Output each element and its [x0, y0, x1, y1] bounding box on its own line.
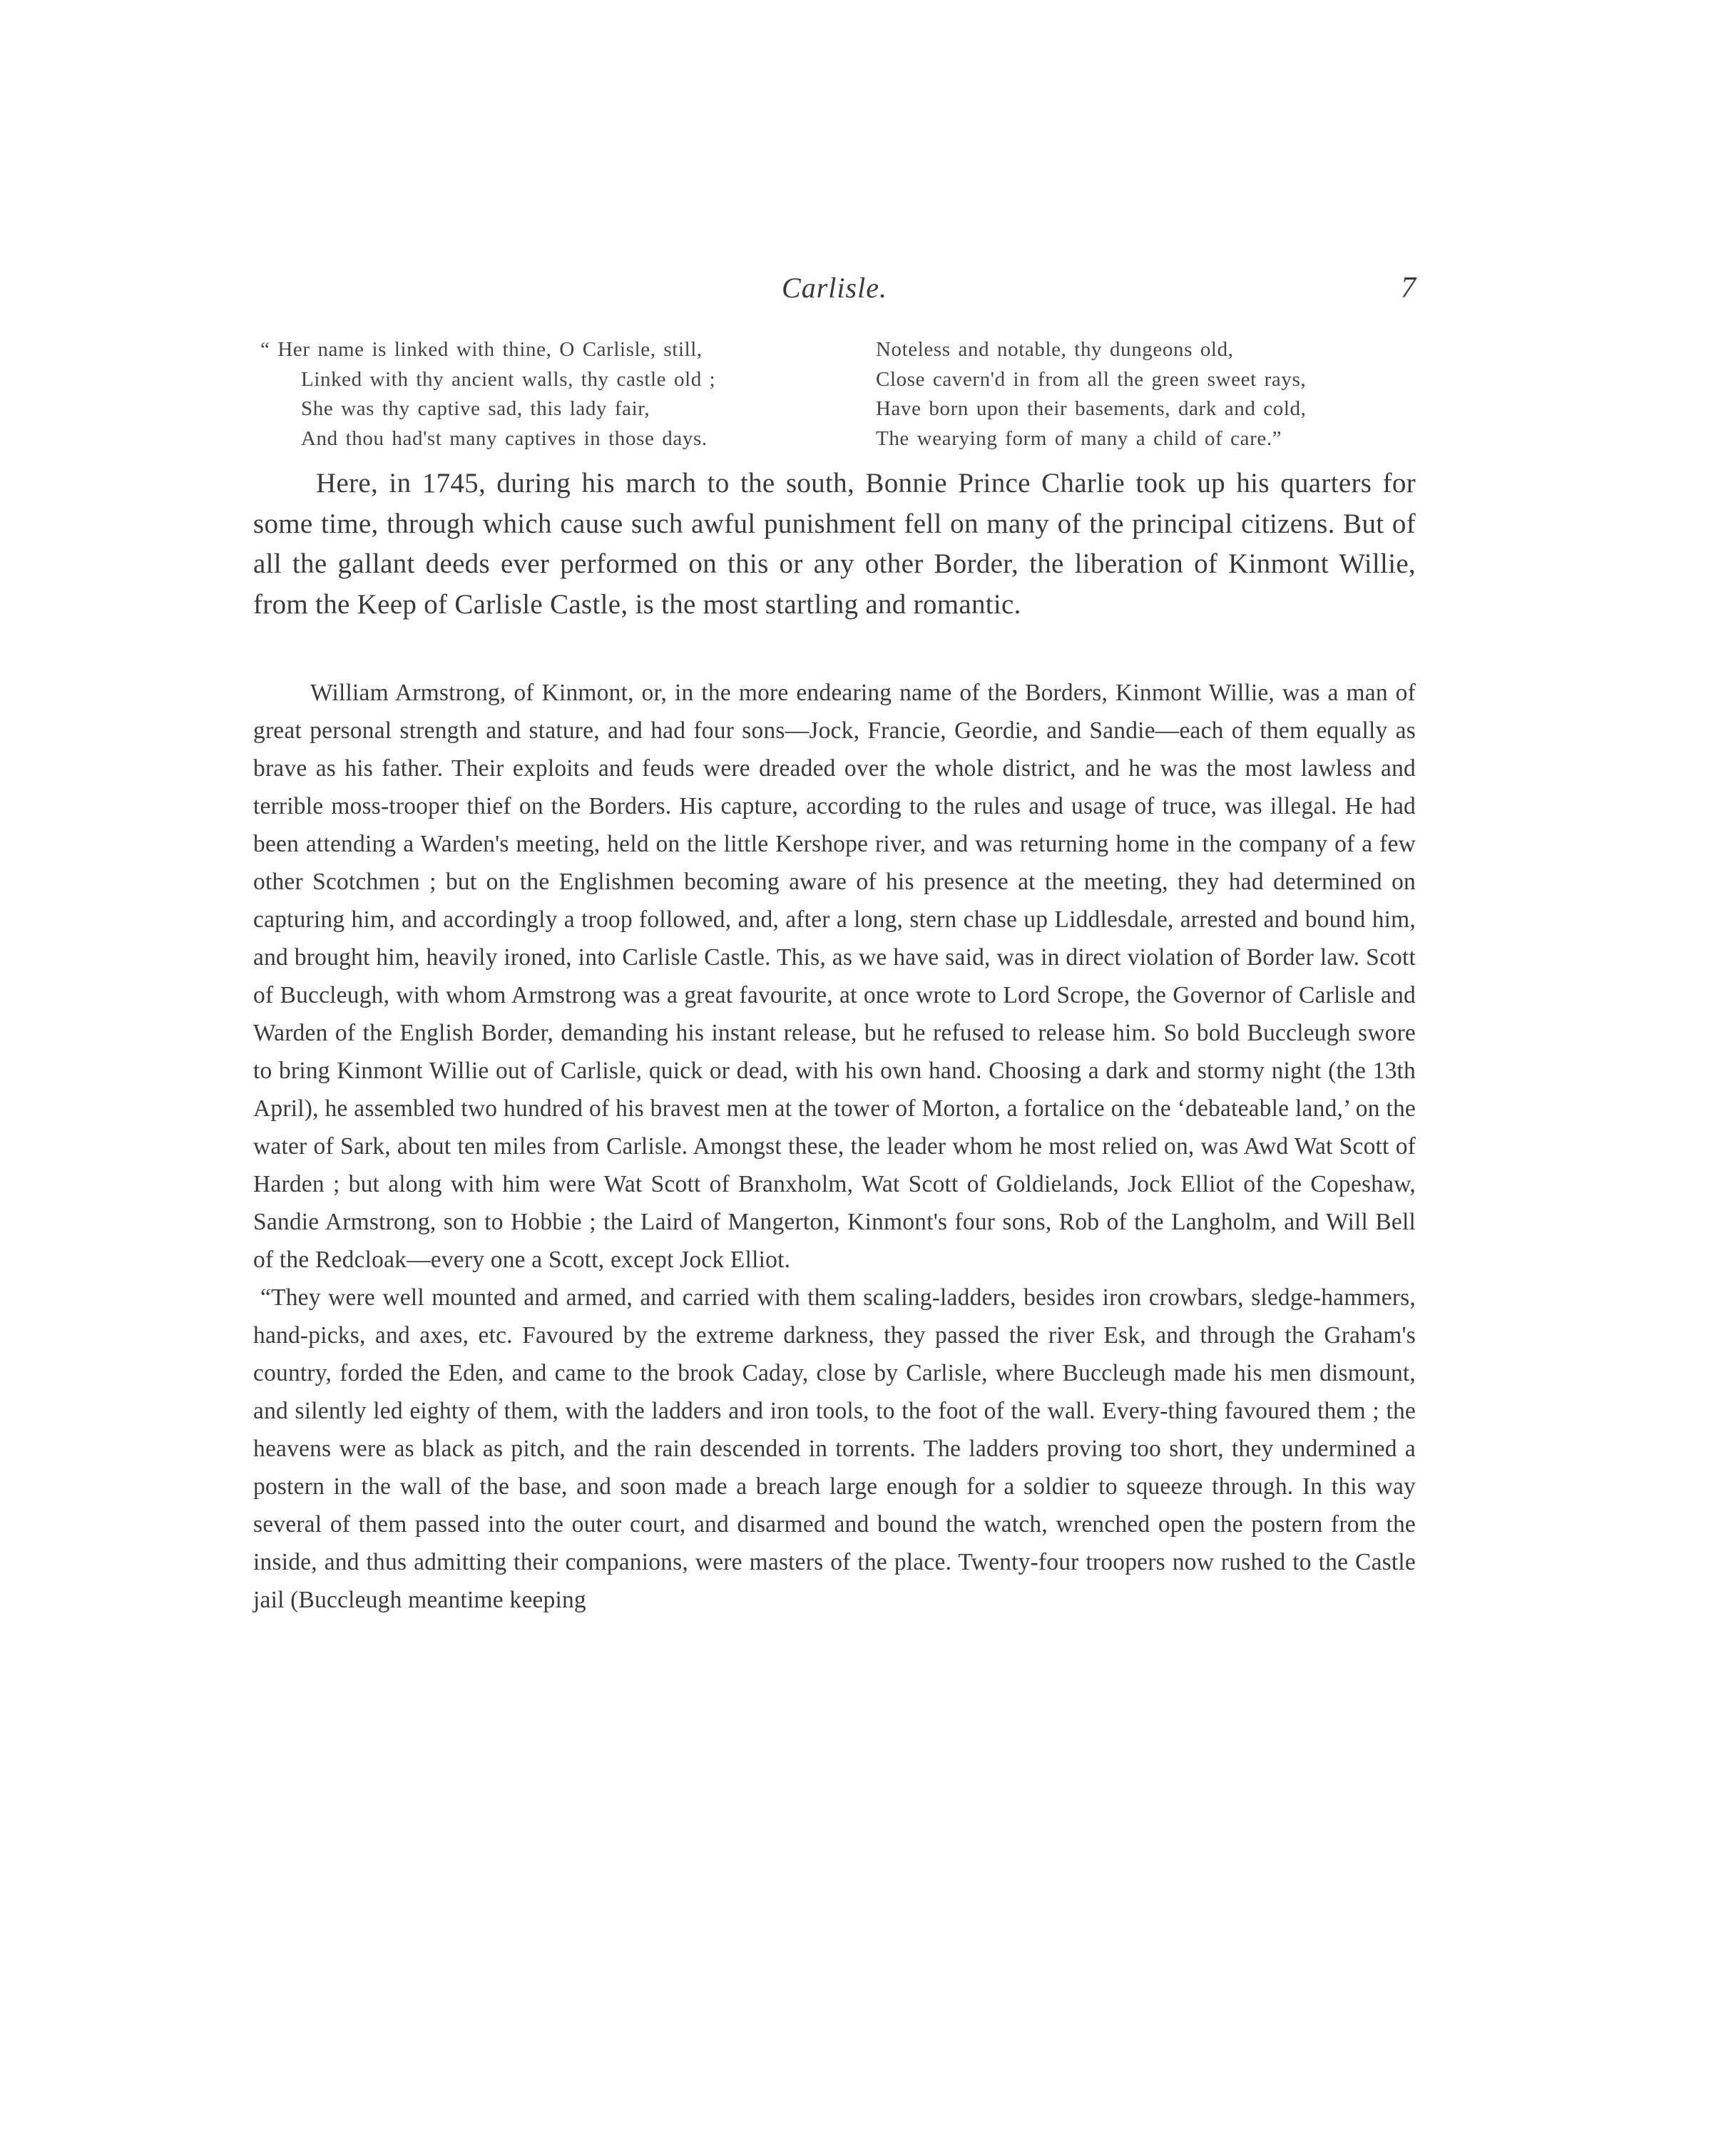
poem-line: The wearying form of many a child of care.” — [876, 426, 1282, 450]
poem-line: She was thy captive sad, this lady fair, — [301, 397, 650, 420]
page-number: 7 — [1401, 272, 1416, 305]
body-paragraph: William Armstrong, of Kinmont, or, in the more endearing name of the Borders, Kinmont Willie, was a man of great personal strength and stature, and had four sons—Jock, Francie, Geordie, and Sandie—each of them equally as brave as his father. Their exploits and feuds were dreaded over the whole district, and he was the most lawless and terrible moss-trooper thief on the Borders. His capture, according to the rules and usage of truce, was illegal. He had been attending a Warden's meeting, held on the little Kershope river, and was returning home in the company of a few other Scotchmen ; but on the Englishmen becoming aware of his presence at the meeting, they had determined on capturing him, and accordingly a troop followed, and, after a long, stern chase up Liddlesdale, arrested and bound him, and brought him, heavily ironed, into Carlisle Castle. This, as we have said, was in direct violation of Border law. Scott of Buccleugh, with whom Armstrong was a great favourite, at once wrote to Lord Scrope, the Governor of Carlisle and Warden of the English Border, demanding his instant release, but he refused to release him. So bold Buccleugh swore to bring Kinmont Willie out of Carlisle, quick or dead, with his own hand. Choosing a dark and stormy night (the 13th April), he assembled two hundred of his bravest men at the tower of Morton, a fortalice on the ‘debateable land,’ on the water of Sark, about ten miles from Carlisle. Amongst these, the leader whom he most relied on, was Awd Wat Scott of Harden ; but along with him were Wat Scott of Branxholm, Wat Scott of Goldielands, Jock Elliot of the Copeshaw, Sandie Armstrong, son to Hobbie ; the Laird of Mangerton, Kinmont's four sons, Rob of the Langholm, and Will Bell of the Redcloak—every one a Scott, except Jock Elliot. — [253, 680, 1416, 1273]
poem-line: Linked with thy ancient walls, thy castle old ; — [301, 367, 716, 391]
page-header — [253, 271, 1416, 321]
running-title: Carlisle. — [782, 272, 887, 304]
body-paragraph: “They were well mounted and armed, and carried with them scaling-ladders, besides iron crowbars, sledge-hammers, hand-picks, and axes, etc. Favoured by the extreme darkness, they passed the river Esk, and through the Graham's country, forded the Eden, and came to the brook Caday, close by Carlisle, where Buccleugh made his men dismount, and silently led eighty of them, with the ladders and iron tools, to the foot of the wall. Every-thing favoured them ; the heavens were as black as pitch, and the rain descended in torrents. The ladders proving too short, they undermined a postern in the wall of the base, and soon made a breach large enough for a soldier to squeeze through. In this way several of them passed into the outer court, and disarmed and bound the watch, wrenched open the postern from the inside, and thus admitting their companions, were masters of the place. Twenty-four troopers now rushed to the Castle jail (Buccleugh meantime keeping — [253, 1284, 1416, 1613]
poem-stanza-left — [260, 335, 715, 454]
poem-line: And thou had'st many captives in those days. — [301, 426, 708, 450]
poem-line: Close cavern'd in from all the green sweet rays, — [876, 367, 1307, 391]
poem-line: Have born upon their basements, dark and cold, — [876, 397, 1307, 420]
poem-line: Noteless and notable, thy dungeons old, — [876, 338, 1234, 361]
body-text — [253, 674, 1416, 1619]
poem-quotation — [260, 335, 1416, 456]
intro-paragraph: Here, in 1745, during his march to the south, Bonnie Prince Charlie took up his quarters for some time, through which cause such awful punishment fell on many of the principal citizens. But of all the gallant deeds ever performed on this or any other Border, the liberation of Kinmont Willie, from the Keep of Carlisle Castle, is the most startling and romantic. — [253, 468, 1416, 620]
poem-line: “ Her name is linked with thine, O Carlisle, still, — [260, 338, 703, 361]
poem-stanza-right — [876, 335, 1306, 454]
